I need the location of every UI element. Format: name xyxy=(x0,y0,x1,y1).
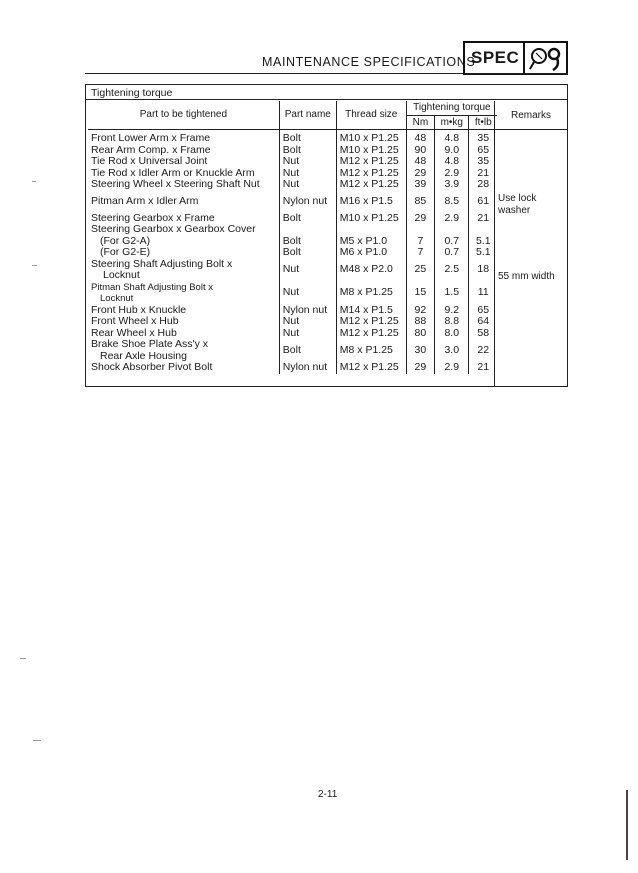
table-row xyxy=(88,179,497,191)
cell-thread: M12 x P1.25 xyxy=(336,168,406,180)
cell-mkg: 1.5 xyxy=(435,282,469,305)
cell-part-name: Bolt xyxy=(279,130,336,145)
remark-lock-washer xyxy=(498,193,536,217)
cell-nm: 39 xyxy=(406,179,434,191)
spec-badge xyxy=(463,41,568,75)
cell-part: Rear Arm Comp. x Frame xyxy=(91,143,211,156)
table-row xyxy=(88,316,497,328)
cell-ftlb: 65 xyxy=(469,145,497,157)
cell-thread xyxy=(336,224,406,236)
page-number: 2-11 xyxy=(318,789,338,800)
header-thread-size: Thread size xyxy=(336,101,406,130)
header-mkg: m•kg xyxy=(435,116,469,130)
table-caption: Tightening torque xyxy=(91,87,173,99)
cell-part: Pitman Arm x Idler Arm xyxy=(91,194,199,207)
cell-ftlb: 28 xyxy=(469,179,497,191)
cell-part-name: Nut xyxy=(279,156,336,168)
cell-part xyxy=(88,259,279,282)
cell-ftlb: 35 xyxy=(469,130,497,145)
cell-part: (For G2-E) xyxy=(100,246,151,258)
table-row xyxy=(88,339,497,362)
remark-line: Use lock xyxy=(498,193,537,204)
cell-part: Steering Gearbox x Gearbox Cover xyxy=(91,223,256,235)
cell-ftlb: 21 xyxy=(469,213,497,225)
cell-thread: M12 x P1.25 xyxy=(336,316,406,328)
cell-mkg: 8.8 xyxy=(435,316,469,328)
cell-thread: M48 x P2.0 xyxy=(336,259,406,282)
cell-mkg: 2.9 xyxy=(435,213,469,225)
cell-part: Front Lower Arm x Frame xyxy=(91,132,211,144)
cell-part-name: Nut xyxy=(279,316,336,328)
cell-nm: 48 xyxy=(406,130,434,145)
cell-thread: M10 x P1.25 xyxy=(336,145,406,157)
cell-part-line: Locknut xyxy=(100,293,134,304)
cell-thread: M10 x P1.25 xyxy=(336,213,406,225)
cell-mkg: 3.9 xyxy=(435,179,469,191)
cell-thread: M8 x P1.25 xyxy=(336,339,406,362)
cell-mkg: 4.8 xyxy=(435,130,469,145)
cell-nm: 90 xyxy=(406,145,434,157)
table-row xyxy=(88,156,497,168)
cell-ftlb: 58 xyxy=(469,328,497,340)
table-row xyxy=(88,191,497,213)
cell-mkg: 3.0 xyxy=(435,339,469,362)
header-tightening-torque: Tightening torque xyxy=(406,101,497,116)
title-rule xyxy=(85,73,568,74)
header-part-name: Part name xyxy=(279,101,336,130)
cell-nm: 30 xyxy=(406,339,434,362)
remark-line: washer xyxy=(498,205,531,216)
table-row xyxy=(88,362,497,374)
cell-ftlb: 5.1 xyxy=(469,236,497,248)
cell-thread: M5 x P1.0 xyxy=(336,236,406,248)
cell-mkg: 9.2 xyxy=(435,305,469,317)
cell-part-name: Nut xyxy=(279,328,336,340)
remarks-column xyxy=(494,101,569,386)
cell-part-line: Rear Axle Housing xyxy=(100,349,187,362)
cell-part: Rear Wheel x Hub xyxy=(91,326,177,339)
remark-width: 55 mm width xyxy=(498,271,555,282)
table-row xyxy=(88,130,497,145)
cell-thread: M10 x P1.25 xyxy=(336,130,406,145)
cell-thread: M16 x P1.5 xyxy=(336,191,406,213)
cell-thread: M12 x P1.25 xyxy=(336,179,406,191)
header-ftlb: ft•lb xyxy=(469,116,497,130)
cell-part-line: Locknut xyxy=(103,269,140,281)
cell-nm: 29 xyxy=(406,362,434,374)
cell-part: Front Hub x Knuckle xyxy=(91,303,187,316)
cell-mkg: 8.5 xyxy=(435,191,469,213)
cell-part xyxy=(88,282,279,305)
table-header-row xyxy=(88,101,497,116)
cell-mkg: 2.9 xyxy=(435,168,469,180)
cell-nm: 25 xyxy=(406,259,434,282)
cell-nm: 85 xyxy=(406,191,434,213)
cell-part-name: Nut xyxy=(279,282,336,305)
cell-ftlb: 22 xyxy=(469,339,497,362)
cell-ftlb: 64 xyxy=(469,316,497,328)
cell-nm: 7 xyxy=(406,247,434,259)
measuring-tools-icon xyxy=(525,43,566,73)
cell-mkg: 8.0 xyxy=(435,328,469,340)
table-row xyxy=(88,224,497,236)
cell-part-name xyxy=(279,224,336,236)
cell-part-name: Nut xyxy=(279,259,336,282)
cell-nm: 29 xyxy=(406,168,434,180)
cell-part-name: Bolt xyxy=(279,145,336,157)
cell-ftlb: 11 xyxy=(469,282,497,305)
cell-part-name: Nylon nut xyxy=(279,191,336,213)
header-part: Part to be tightened xyxy=(139,109,228,121)
cell-thread: M12 x P1.25 xyxy=(336,328,406,340)
cell-thread: M14 x P1.5 xyxy=(336,305,406,317)
page-title: MAINTENANCE SPECIFICATIONS xyxy=(262,55,476,69)
torque-table xyxy=(88,101,497,374)
cell-ftlb: 18 xyxy=(469,259,497,282)
cell-part-line: Brake Shoe Plate Ass'y x xyxy=(91,338,208,350)
caption-divider xyxy=(85,99,568,100)
scan-speck xyxy=(33,740,41,741)
cell-mkg xyxy=(435,224,469,236)
cell-nm xyxy=(406,224,434,236)
cell-nm: 29 xyxy=(406,213,434,225)
cell-mkg: 0.7 xyxy=(435,247,469,259)
cell-part: Shock Absorber Pivot Bolt xyxy=(91,361,213,373)
cell-thread: M8 x P1.25 xyxy=(336,282,406,305)
cell-ftlb: 61 xyxy=(469,191,497,213)
cell-part: Front Wheel x Hub xyxy=(91,315,179,327)
margin-bar xyxy=(626,790,628,860)
cell-ftlb: 35 xyxy=(469,156,497,168)
scan-speck xyxy=(20,658,26,659)
cell-ftlb: 65 xyxy=(469,305,497,317)
cell-part-name: Nut xyxy=(279,179,336,191)
table-row xyxy=(88,247,497,259)
cell-part-line: Steering Shaft Adjusting Bolt x xyxy=(91,257,233,270)
cell-part: Steering Gearbox x Frame xyxy=(91,211,215,224)
scan-speck xyxy=(32,181,36,182)
remarks-header: Remarks xyxy=(494,101,568,130)
cell-part-line: Pitman Shaft Adjusting Bolt x xyxy=(91,281,213,293)
scan-speck xyxy=(32,265,37,266)
cell-nm: 7 xyxy=(406,236,434,248)
table-row xyxy=(88,282,497,305)
cell-thread: M6 x P1.0 xyxy=(336,247,406,259)
cell-nm: 80 xyxy=(406,328,434,340)
cell-ftlb: 21 xyxy=(469,168,497,180)
cell-ftlb: 5.1 xyxy=(469,247,497,259)
cell-mkg: 2.5 xyxy=(435,259,469,282)
cell-nm: 92 xyxy=(406,305,434,317)
cell-ftlb xyxy=(469,224,497,236)
cell-mkg: 2.9 xyxy=(435,362,469,374)
cell-part-name: Nylon nut xyxy=(279,305,336,317)
cell-mkg: 0.7 xyxy=(435,236,469,248)
cell-part-name: Bolt xyxy=(279,236,336,248)
spec-badge-label: SPEC xyxy=(465,43,525,73)
cell-thread: M12 x P1.25 xyxy=(336,156,406,168)
table-row xyxy=(88,259,497,282)
cell-mkg: 4.8 xyxy=(435,156,469,168)
cell-part: (For G2-A) xyxy=(100,234,151,247)
cell-part-name: Bolt xyxy=(279,339,336,362)
cell-ftlb: 21 xyxy=(469,362,497,374)
header-nm: Nm xyxy=(406,116,434,130)
cell-nm: 48 xyxy=(406,156,434,168)
cell-nm: 88 xyxy=(406,316,434,328)
cell-part: Steering Wheel x Steering Shaft Nut xyxy=(91,178,260,190)
cell-part-name: Nylon nut xyxy=(279,362,336,374)
cell-part-name: Bolt xyxy=(279,247,336,259)
cell-part: Tie Rod x Idler Arm or Knuckle Arm xyxy=(91,166,255,179)
cell-part-name: Nut xyxy=(279,168,336,180)
cell-nm: 15 xyxy=(406,282,434,305)
cell-part xyxy=(88,339,279,362)
cell-mkg: 9.0 xyxy=(435,145,469,157)
cell-part-name: Bolt xyxy=(279,213,336,225)
cell-thread: M12 x P1.25 xyxy=(336,362,406,374)
cell-part: Tie Rod x Universal Joint xyxy=(91,155,208,167)
